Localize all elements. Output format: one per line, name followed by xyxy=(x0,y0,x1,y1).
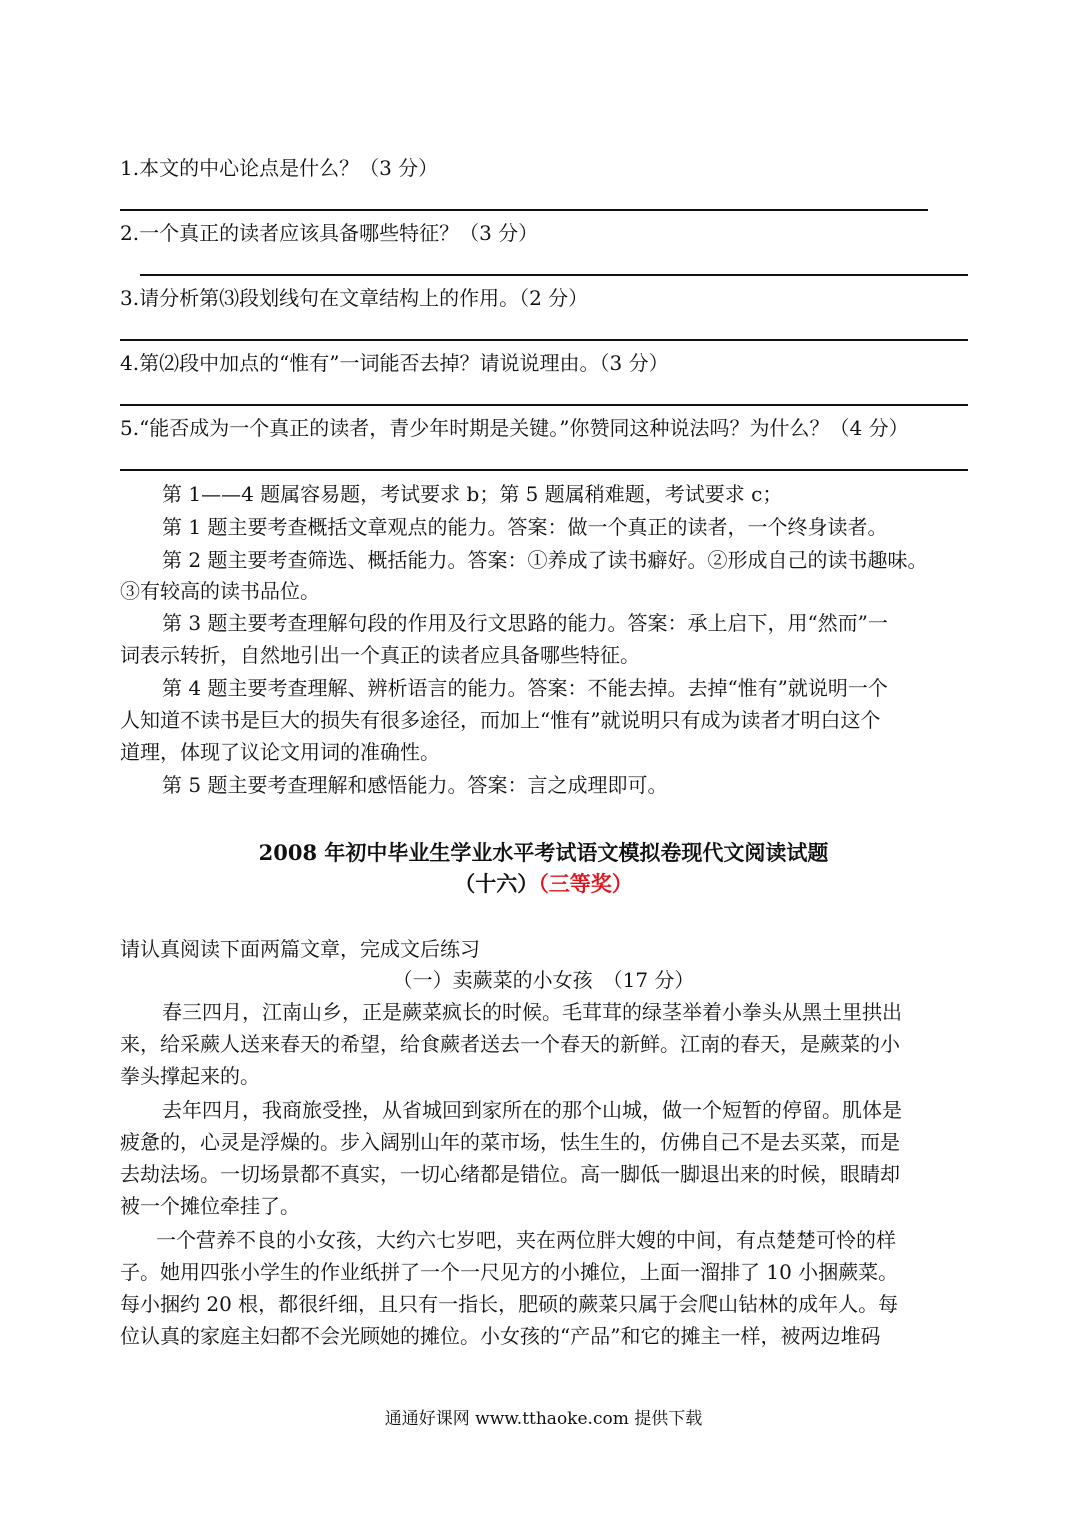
paragraph-3-line-3: 每小捆约 20 根，都很纤细，且只有一指长，肥硕的蕨菜只属于会爬山钻林的成年人。每 xyxy=(120,1292,899,1316)
page-footer: 通通好课网 www.tthaoke.com 提供下载 xyxy=(384,1409,703,1429)
answer-line-4 xyxy=(120,404,968,406)
paragraph-1-line-2: 来，给采蕨人送来春天的希望，给食蕨者送去一个春天的新鲜。江南的春天，是蕨菜的小 xyxy=(120,1032,900,1056)
passage-heading: （一）卖蕨菜的小女孩 （17 分） xyxy=(392,968,695,992)
answer-line-3 xyxy=(120,339,968,341)
exam-subtitle-row xyxy=(0,870,1087,898)
answer-difficulty: 第 1——4 题属容易题，考试要求 b；第 5 题属稍难题，考试要求 c； xyxy=(162,482,783,506)
question-4: 4.第⑵段中加点的“惟有”一词能否去掉？请说说理由。（3 分） xyxy=(120,351,669,375)
paragraph-3-line-1: 一个营养不良的小女孩，大约六七岁吧，夹在两位胖大嫂的中间，有点楚楚可怜的样 xyxy=(156,1228,896,1252)
answer-1: 第 1 题主要考查概括文章观点的能力。答案：做一个真正的读者，一个终身读者。 xyxy=(162,515,888,539)
paragraph-2-line-2: 疲惫的，心灵是浮燥的。步入阔别山年的菜市场，怯生生的，仿佛自己不是去买菜，而是 xyxy=(120,1130,900,1154)
paragraph-2-line-1: 去年四月，我商旅受挫，从省城回到家所在的那个山城，做一个短暂的停留。肌体是 xyxy=(162,1098,902,1122)
answer-2-line-2: ③有较高的读书品位。 xyxy=(120,579,320,603)
reading-instruction: 请认真阅读下面两篇文章，完成文后练习 xyxy=(120,937,480,961)
answer-3-line-1: 第 3 题主要考查理解句段的作用及行文思路的能力。答案：承上启下，用“然而”一 xyxy=(162,611,888,635)
answer-2-line-1: 第 2 题主要考查筛选、概括能力。答案：①养成了读书癖好。②形成自己的读书趣味。 xyxy=(162,548,928,572)
award-badge: （三等奖） xyxy=(538,871,633,896)
paragraph-1-line-3: 拳头撑起来的。 xyxy=(120,1064,260,1088)
question-5: 5.“能否成为一个真正的读者，青少年时期是关键。”你赞同这种说法吗？为什么？（4 分） xyxy=(120,416,909,440)
paragraph-2-line-3: 去劫法场。一切场景都不真实，一切心绪都是错位。高一脚低一脚退出来的时候，眼睛却 xyxy=(120,1162,900,1186)
paragraph-2-line-4: 被一个摊位牵挂了。 xyxy=(120,1194,300,1218)
question-3: 3.请分析第⑶段划线句在文章结构上的作用。（2 分） xyxy=(120,286,589,310)
answer-5: 第 5 题主要考查理解和感悟能力。答案：言之成理即可。 xyxy=(162,773,668,797)
paragraph-3-line-2: 子。她用四张小学生的作业纸拼了一个一尺见方的小摊位，上面一溜排了 10 小捆蕨菜。 xyxy=(120,1260,899,1284)
answer-4-line-2: 人知道不读书是巨大的损失有很多途径，而加上“惟有”就说明只有成为读者才明白这个 xyxy=(120,708,881,732)
answer-line-2 xyxy=(140,274,968,276)
answer-4-line-1: 第 4 题主要考查理解、辨析语言的能力。答案：不能去掉。去掉“惟有”就说明一个 xyxy=(162,676,888,700)
answer-4-line-3: 道理，体现了议论文用词的准确性。 xyxy=(120,740,440,764)
paragraph-1-line-1: 春三四月，江南山乡，正是蕨菜疯长的时候。毛茸茸的绿茎举着小拳头从黑土里拱出 xyxy=(162,1000,902,1024)
exam-subtitle: （十六） xyxy=(454,871,539,896)
answer-3-line-2: 词表示转折，自然地引出一个真正的读者应具备哪些特征。 xyxy=(120,643,640,667)
question-1: 1.本文的中心论点是什么？（3 分） xyxy=(120,156,439,180)
exam-title: 2008 年初中毕业生学业水平考试语文模拟卷现代文阅读试题 xyxy=(258,840,829,865)
question-2: 2.一个真正的读者应该具备哪些特征？（3 分） xyxy=(120,221,539,245)
paragraph-3-line-4: 位认真的家庭主妇都不会光顾她的摊位。小女孩的“产品”和它的摊主一样，被两边堆码 xyxy=(120,1324,881,1348)
answer-line-5 xyxy=(120,469,968,471)
answer-line-1 xyxy=(120,209,928,211)
